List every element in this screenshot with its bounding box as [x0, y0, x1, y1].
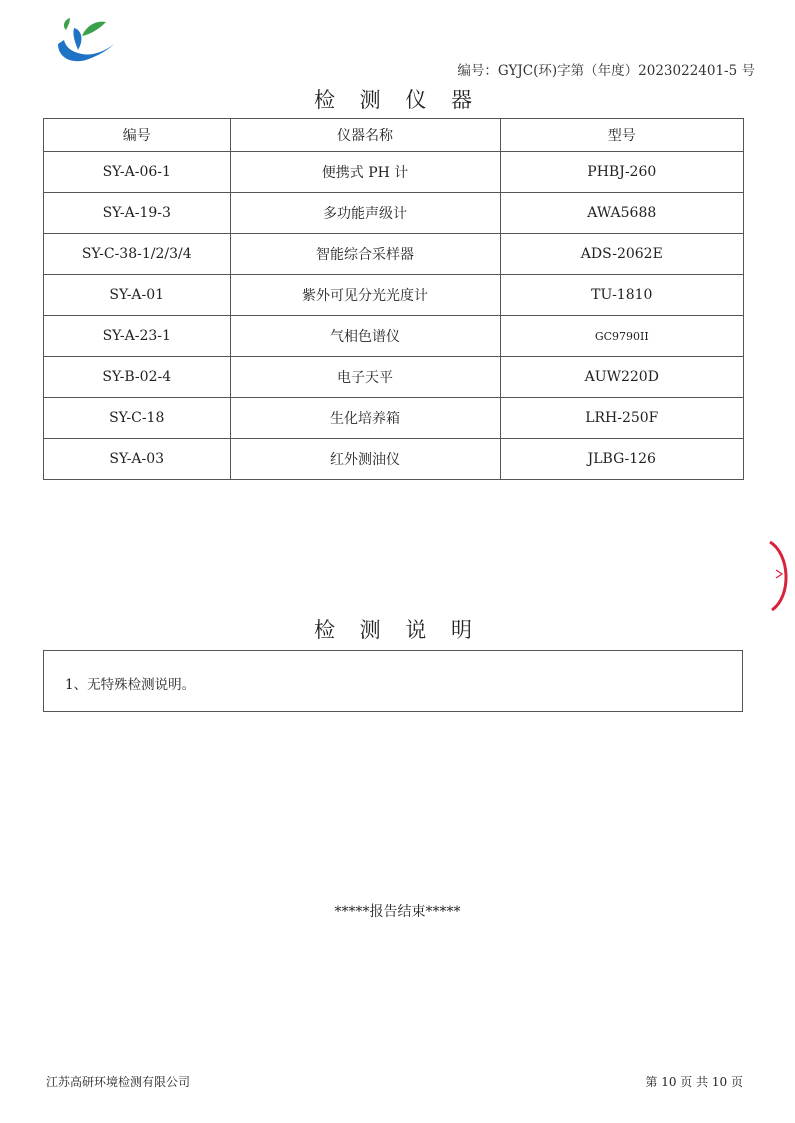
- instrument-name: 智能综合采样器: [230, 234, 500, 275]
- table-row: [44, 357, 744, 398]
- table-row: [44, 193, 744, 234]
- instruments-title: 检 测 仪 器: [313, 88, 482, 112]
- notes-box: [43, 650, 743, 712]
- instrument-id: SY-C-18: [44, 398, 231, 439]
- seal-stamp-icon: [768, 540, 795, 612]
- instrument-id: SY-A-01: [44, 275, 231, 316]
- instrument-id: SY-A-19-3: [44, 193, 231, 234]
- table-header-row: [44, 119, 744, 152]
- instrument-name: 气相色谱仪: [230, 316, 500, 357]
- report-end-marker: *****报告结束*****: [334, 904, 461, 920]
- footer-page-info: 第 10 页 共 10 页: [645, 1075, 743, 1089]
- instruments-table: [43, 118, 744, 480]
- instrument-model: ADS-2062E: [500, 234, 743, 275]
- instrument-name: 生化培养箱: [230, 398, 500, 439]
- notes-title: 检 测 说 明: [313, 618, 482, 642]
- table-row: [44, 439, 744, 480]
- instrument-id: SY-A-03: [44, 439, 231, 480]
- table-row: [44, 234, 744, 275]
- instrument-name: 多功能声级计: [230, 193, 500, 234]
- column-header-model: 型号: [500, 119, 743, 152]
- report-number: 编号：GYJC(环)字第（年度）2023022401-5 号: [457, 63, 755, 79]
- instrument-model: TU-1810: [500, 275, 743, 316]
- instrument-model: PHBJ-260: [500, 152, 743, 193]
- instrument-name: 紫外可见分光光度计: [230, 275, 500, 316]
- table-row: [44, 152, 744, 193]
- instrument-model: JLBG-126: [500, 439, 743, 480]
- instrument-name: 便携式 PH 计: [230, 152, 500, 193]
- instrument-name: 电子天平: [230, 357, 500, 398]
- instrument-id: SY-A-06-1: [44, 152, 231, 193]
- column-header-id: 编号: [44, 119, 231, 152]
- instrument-id: SY-A-23-1: [44, 316, 231, 357]
- instrument-model: GC9790II: [500, 316, 743, 357]
- instrument-id: SY-B-02-4: [44, 357, 231, 398]
- instrument-model: LRH-250F: [500, 398, 743, 439]
- footer-company: 江苏高研环境检测有限公司: [46, 1075, 191, 1089]
- table-row: [44, 316, 744, 357]
- instrument-id: SY-C-38-1/2/3/4: [44, 234, 231, 275]
- table-row: [44, 398, 744, 439]
- table-row: [44, 275, 744, 316]
- column-header-name: 仪器名称: [230, 119, 500, 152]
- instrument-model: AWA5688: [500, 193, 743, 234]
- instrument-name: 红外测油仪: [230, 439, 500, 480]
- company-logo-icon: [52, 14, 116, 66]
- notes-text: 1、无特殊检测说明。: [65, 677, 196, 693]
- instrument-model: AUW220D: [500, 357, 743, 398]
